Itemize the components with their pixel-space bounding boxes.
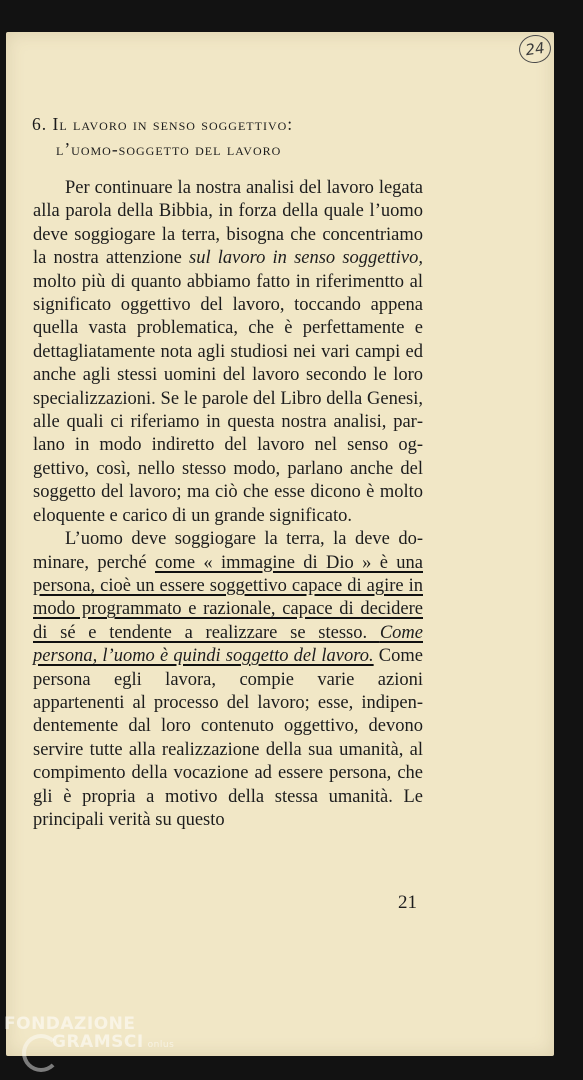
watermark-line-2 xyxy=(4,1032,174,1052)
paragraph-1-text-b: molto più di quanto abbiamo fatto in riferimentto al significato oggettivo del lavoro, toccando appena quella vasta problematica, che è perfettamente e dettagliatamente nota agli studiosi nei vari campi ed anche agli stessi uomini del lavoro secondo le loro specializzazioni. Se le parole del Libro della Genesi, alle quali ci riferiamo in questa nostra analisi, parlano in modo indiretto del lavoro nel senso oggettivo, così, nello stesso modo, parlano anche del soggetto del lavoro; ma ciò che esse dicono è molto eloquente e carico di un grande significato. xyxy=(33,271,423,526)
section-heading xyxy=(32,112,492,162)
watermark-line-2-text: GRAMSCI xyxy=(52,1032,144,1052)
page-number: 21 xyxy=(398,892,417,913)
paragraph-2-text-b: Come persona egli lavora, compie varie azioni appartenenti al processo del lavoro; esse, indipendentemente dal loro contenuto oggettivo, devono servire tutte alla realizzazione della sua umanità, al compimento della vocazione ad essere persona, che gli è propria a motivo della stessa umanità. Le principali verità su questo xyxy=(33,646,423,830)
paragraph-1-text-a: Per continuare la nostra analisi del lavoro legata alla parola della Bibbia, in forza della quale l’uomo deve soggiogare la terra, bisogna che concentriamo la nostra attenzione xyxy=(33,178,423,269)
paragraph-1 xyxy=(33,177,423,528)
watermark-line-1: FONDAZIONE xyxy=(4,1014,136,1034)
paragraph-2-underlined: come « immagine di Dio » è una persona, cioè un essere soggettivo capace di agire in modo programmato e razionale, capace di decidere di sé e tendente a realizzare se stesso. xyxy=(33,552,423,643)
paragraph-2-underlined-italic: Come persona, l’uomo è quindi soggetto del lavoro. xyxy=(33,622,423,667)
watermark-line-3: onlus xyxy=(147,1040,175,1050)
heading-line-1: 6. Il lavoro in senso soggettivo: xyxy=(32,114,294,134)
paragraph-2-text-a: L’uomo deve soggiogare la terra, la deve dominare, perché xyxy=(33,529,423,573)
handwritten-folio-number: 24 xyxy=(517,33,553,65)
body-text xyxy=(33,177,423,832)
paragraph-2 xyxy=(33,528,423,832)
paragraph-1-italic: sul lavoro in senso soggettivo, xyxy=(189,248,423,269)
heading-line-2: l’uomo-soggetto del lavoro xyxy=(56,139,282,159)
watermark xyxy=(4,1014,174,1052)
